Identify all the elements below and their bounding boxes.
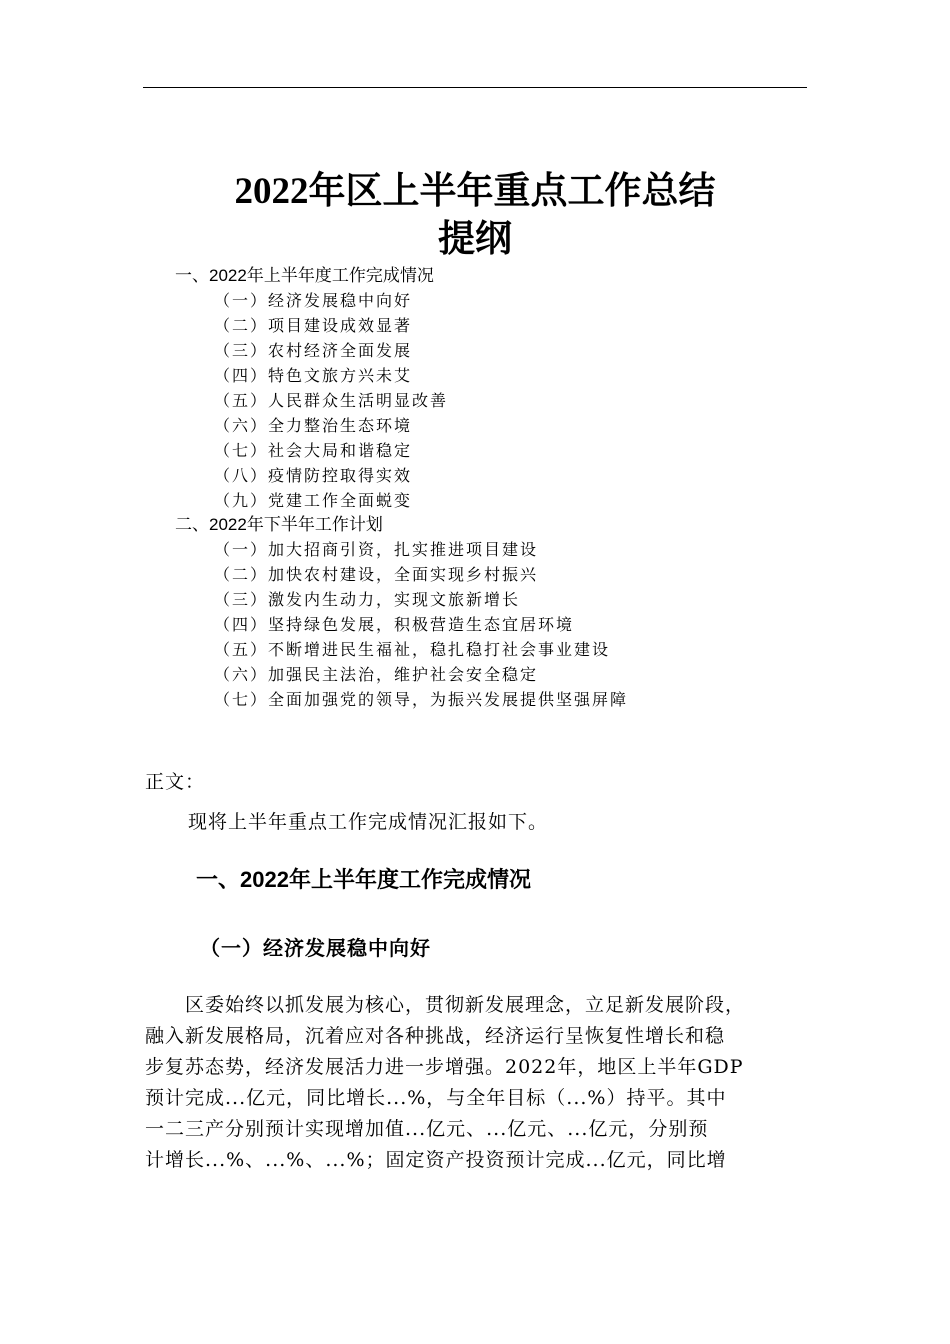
header-rule — [143, 87, 807, 88]
outline-item: （一）加大招商引资，扎实推进项目建设 — [214, 540, 539, 559]
outline-item: （四）坚持绿色发展，积极营造生态宜居环境 — [214, 615, 575, 634]
outline-item: （六）全力整治生态环境 — [214, 416, 413, 435]
outline-item: （七）全面加强党的领导，为振兴发展提供坚强屏障 — [214, 690, 629, 709]
outline-item: （七）社会大局和谐稳定 — [214, 441, 413, 460]
outline-item: （九）党建工作全面蜕变 — [214, 491, 413, 510]
subsection-heading: （一）经济发展稳中向好 — [200, 936, 431, 960]
paragraph-line: 步复苏态势，经济发展活力进一步增强。2022年，地区上半年GDP — [145, 1056, 744, 1078]
paragraph-line: 区委始终以抓发展为核心，贯彻新发展理念，立足新发展阶段， — [145, 994, 746, 1016]
document-title: 2022年区上半年重点工作总结 — [234, 171, 716, 212]
intro-sentence: 现将上半年重点工作完成情况汇报如下。 — [188, 811, 549, 833]
section-heading: 一、2022年上半年度工作完成情况 — [196, 867, 531, 892]
outline-item: （四）特色文旅方兴未艾 — [214, 366, 413, 385]
outline-item: （二）项目建设成效显著 — [214, 316, 413, 335]
outline-item: （二）加快农村建设，全面实现乡村振兴 — [214, 565, 539, 584]
outline-item: （五）不断增进民生福祉，稳扎稳打社会事业建设 — [214, 640, 611, 659]
outline-section-heading: 一、2022年上半年度工作完成情况 — [175, 266, 434, 285]
body-paragraph — [145, 990, 825, 1176]
paragraph-line: 预计完成...亿元，同比增长...%，与全年目标（...%）持平。其中 — [145, 1087, 727, 1109]
paragraph-line: 一二三产分别预计实现增加值...亿元、...亿元、...亿元，分别预 — [145, 1118, 709, 1140]
outline-item: （五）人民群众生活明显改善 — [214, 391, 449, 410]
paragraph-line: 融入新发展格局，沉着应对各种挑战，经济运行呈恢复性增长和稳 — [145, 1025, 726, 1047]
outline-item: （六）加强民主法治，维护社会安全稳定 — [214, 665, 539, 684]
paragraph-line: 计增长...%、...%、...%；固定资产投资预计完成...亿元，同比增 — [145, 1149, 727, 1171]
body-label: 正文： — [145, 771, 206, 793]
outline-section-heading: 二、2022年下半年工作计划 — [175, 515, 383, 534]
document-title-continued: 提纲 — [438, 219, 512, 260]
outline-item: （三）农村经济全面发展 — [214, 341, 413, 360]
outline-item: （八）疫情防控取得实效 — [214, 466, 413, 485]
outline-item: （一）经济发展稳中向好 — [214, 291, 413, 310]
outline-item: （三）激发内生动力，实现文旅新增长 — [214, 590, 521, 609]
